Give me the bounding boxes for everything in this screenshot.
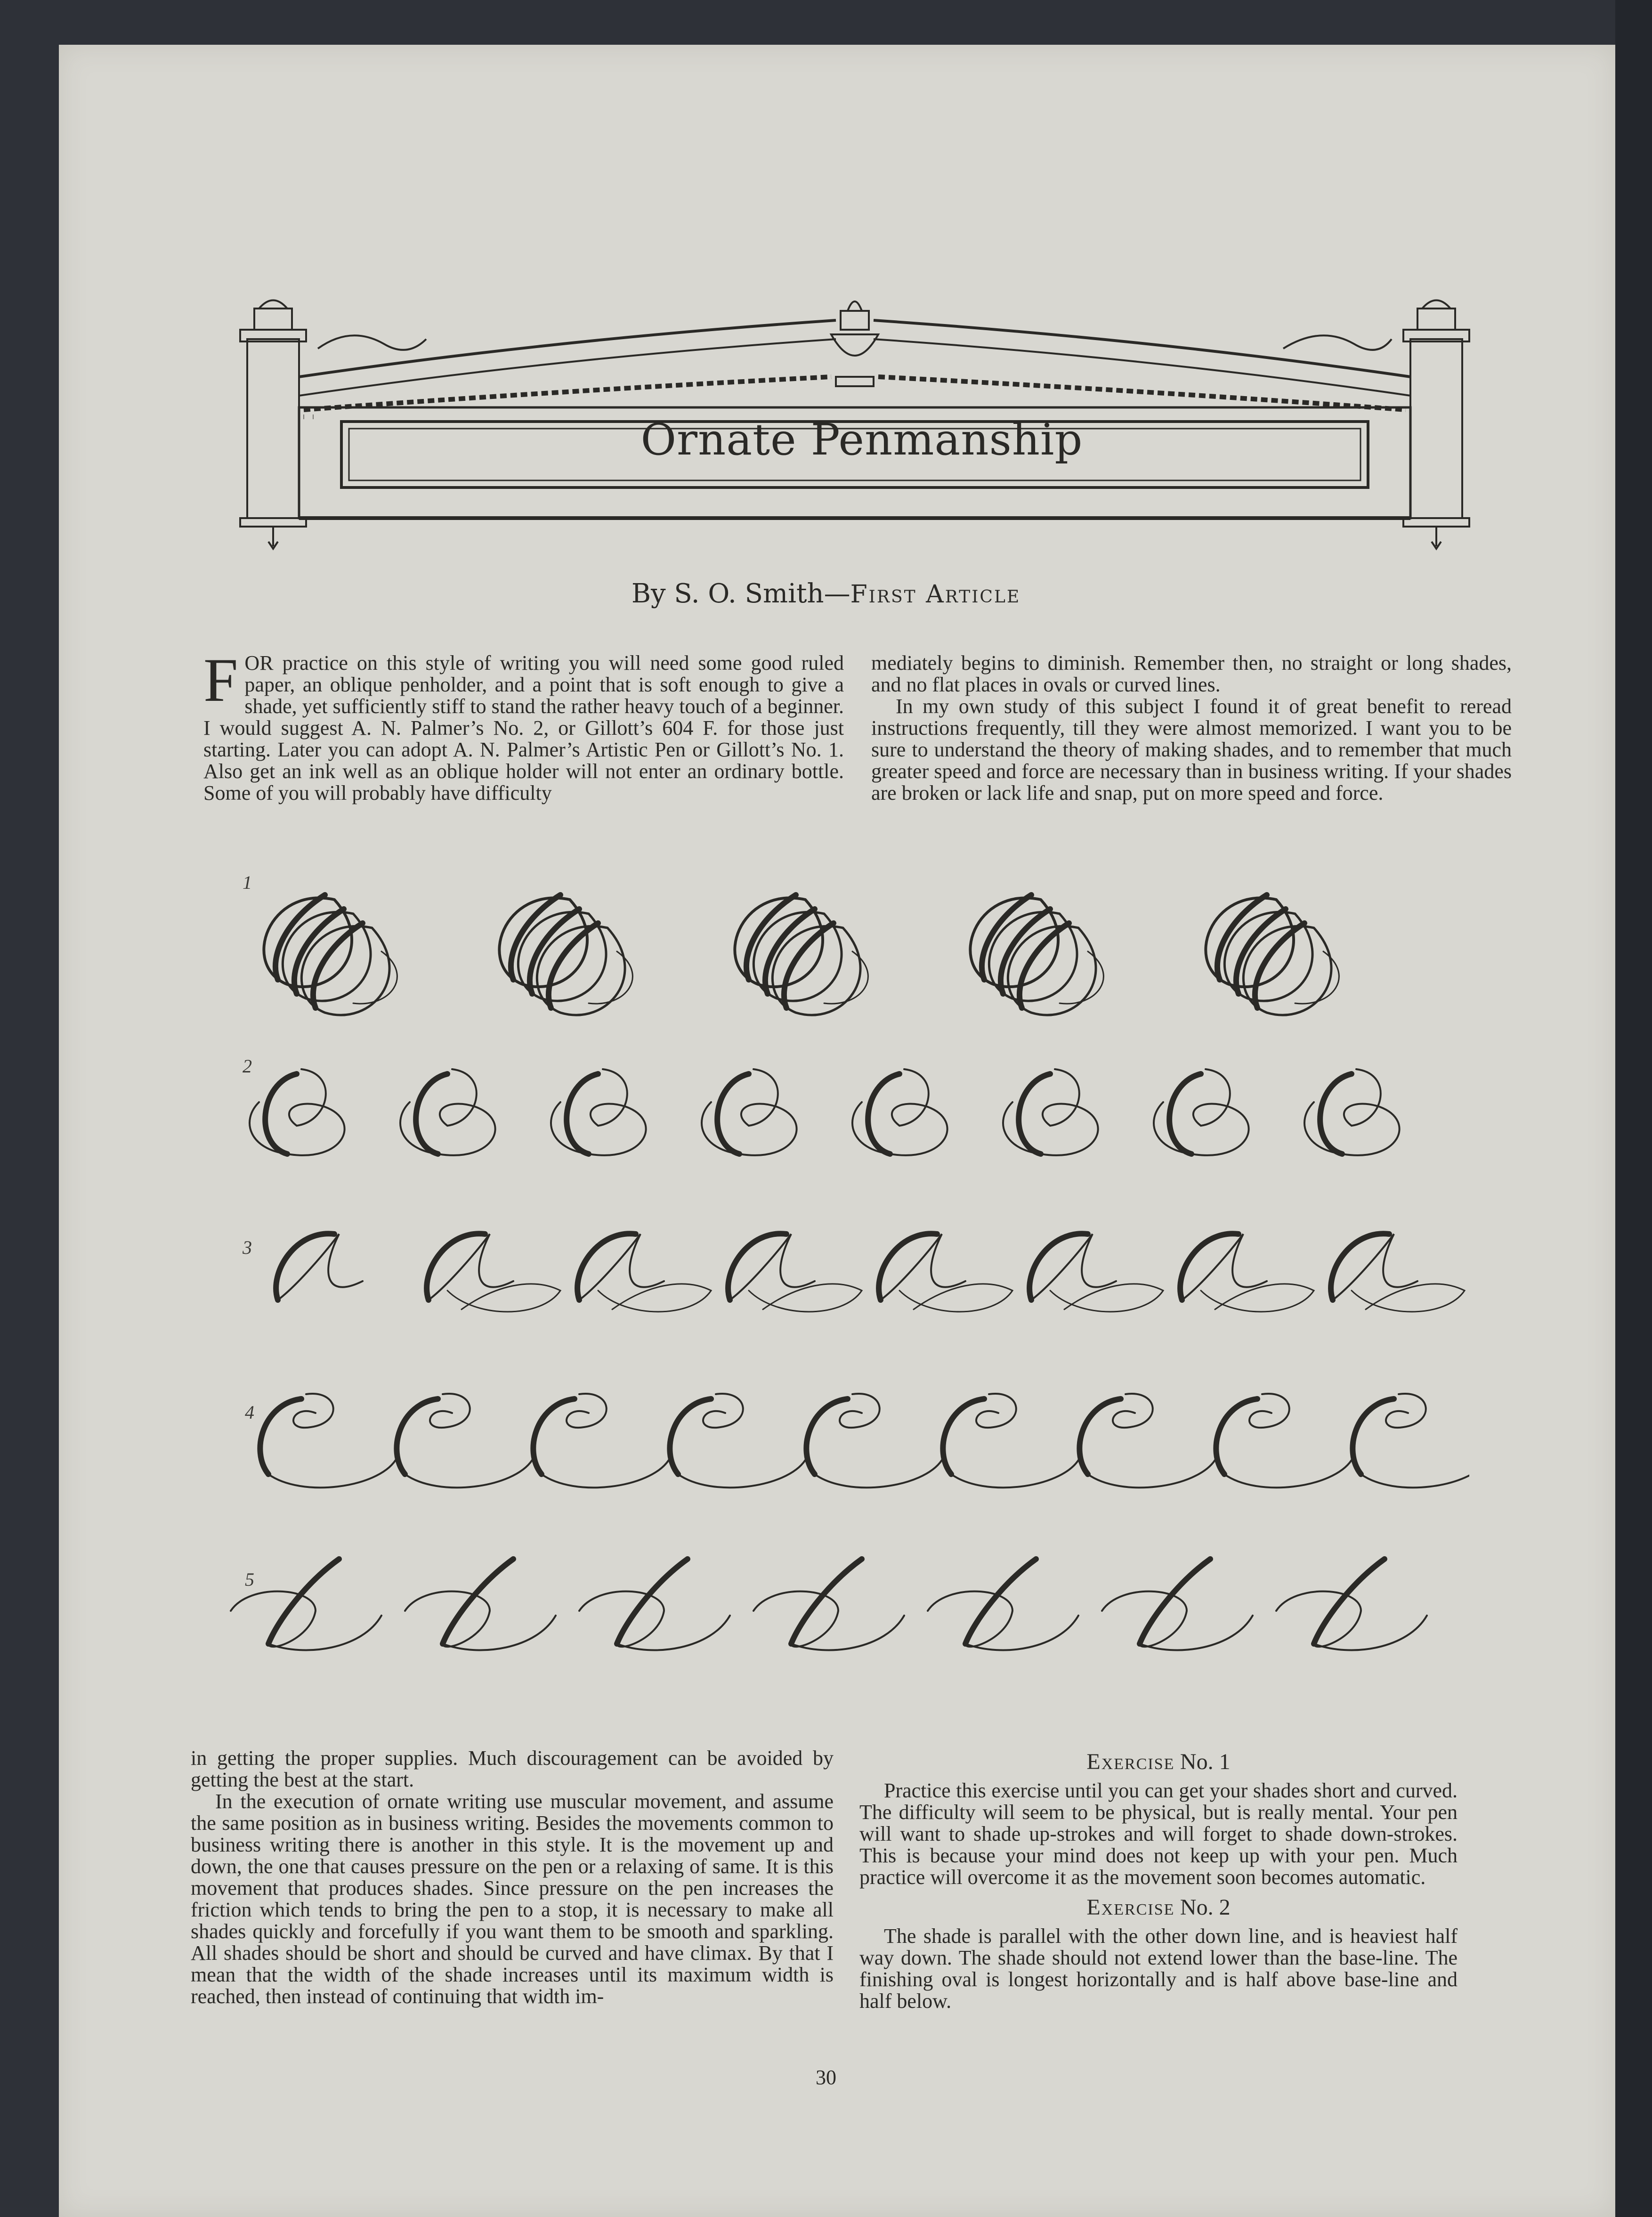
c-shade-stroke: [806, 1399, 848, 1474]
c-shade-stroke: [533, 1399, 575, 1474]
drop-cap: F: [203, 645, 238, 715]
exercise-1-heading: Exercise No. 1: [1086, 1749, 1231, 1774]
oval-finish-stroke: [353, 951, 397, 1004]
a-shade-stroke: [728, 1234, 786, 1300]
a-shade-stroke: [1029, 1234, 1088, 1300]
exercise-row-1-number: 1: [243, 872, 252, 893]
oval-shade-stroke: [549, 923, 598, 1008]
c-letter-stroke: [1224, 1394, 1352, 1487]
right-pillar: [1410, 339, 1462, 518]
body-right-column: [859, 1751, 1458, 2012]
a-letter-stroke: [1182, 1234, 1267, 1300]
oval-shade-stroke: [784, 923, 834, 1008]
o-shade-stroke: [416, 1074, 447, 1154]
o-shade-stroke: [1169, 1074, 1201, 1154]
page-number: 30: [816, 2066, 836, 2089]
a-letter-stroke: [881, 1234, 965, 1300]
a-shade-stroke: [1331, 1234, 1389, 1300]
o-shade-stroke: [1019, 1074, 1050, 1154]
stem-loop-stroke: [579, 1592, 730, 1650]
a-shade-stroke: [276, 1234, 334, 1300]
exercise-row-2-number: 2: [243, 1056, 252, 1077]
intro-left-text: OR practice on this style of writing you will need some good ruled paper, an oblique penholder, and a point that is soft enough to give a shade, yet sufficiently stiff to stand the rather heavy touch of a beginner. I would suggest A. N. Palmer’s No. 2, or Gillott’s 604 F. for those just starting. Later you can adopt A. N. Palmer’s Artistic Pen or Gillott’s No. 1. Also get an ink well as an oblique holder will not enter an ordinary bottle. Some of you will probably have difficulty: [203, 651, 844, 804]
oval-finish-stroke: [1295, 951, 1339, 1004]
o-shade-stroke: [868, 1074, 899, 1154]
a-loop-stroke: [1201, 1284, 1314, 1312]
c-letter-stroke: [1088, 1394, 1215, 1487]
ribbon-right: [1283, 335, 1392, 350]
a-letter-stroke: [1031, 1234, 1116, 1300]
o-shade-stroke: [567, 1074, 598, 1154]
a-letter-stroke: [730, 1234, 815, 1300]
a-shade-stroke: [577, 1234, 636, 1300]
o-shade-stroke: [1320, 1074, 1352, 1154]
a-letter-stroke: [429, 1234, 513, 1300]
exercise-row-3-number: 3: [243, 1237, 252, 1258]
a-letter-stroke: [579, 1234, 664, 1300]
a-shade-stroke: [1180, 1234, 1239, 1300]
a-loop-stroke: [447, 1284, 560, 1312]
penmanship-exercises: [226, 867, 1469, 1724]
stem-loop-stroke: [928, 1592, 1078, 1650]
oval-finish-stroke: [824, 951, 868, 1004]
body-left-p1: in getting the proper supplies. Much discouragement can be avoided by getting the best at the start.: [191, 1746, 834, 1791]
exercise-2-heading: Exercise No. 2: [1086, 1895, 1231, 1920]
c-letter-stroke: [1361, 1394, 1469, 1487]
a-letter-stroke: [278, 1234, 363, 1300]
exercise-1-text: Practice this exercise until you can get your shades short and curved. The difficulty will seem to be physical, but is really mental. Your pen will want to shade up-strokes and will forget to shade down-strokes. This is because your mind does not keep up with your pen. Much practice will overcome it as the movement soon becomes automatic.: [859, 1779, 1458, 1889]
a-loop-stroke: [1050, 1284, 1163, 1312]
c-shade-stroke: [943, 1399, 984, 1474]
book-spine-edge: [1615, 0, 1652, 2217]
a-letter-stroke: [1333, 1234, 1417, 1300]
a-loop-stroke: [749, 1284, 862, 1312]
oval-shade-stroke: [1255, 923, 1304, 1008]
c-letter-stroke: [268, 1394, 396, 1487]
a-loop-stroke: [899, 1284, 1012, 1312]
c-letter-stroke: [542, 1394, 669, 1487]
a-loop-stroke: [598, 1284, 711, 1312]
stem-loop-stroke: [231, 1592, 381, 1650]
oval-finish-stroke: [589, 951, 632, 1004]
stem-loop-stroke: [753, 1592, 904, 1650]
page-title: Ornate Penmanship: [640, 414, 1083, 465]
c-letter-stroke: [951, 1394, 1078, 1487]
c-shade-stroke: [1079, 1399, 1121, 1474]
flower-garland: [304, 377, 1406, 410]
o-shade-stroke: [265, 1074, 297, 1154]
oval-finish-stroke: [1060, 951, 1103, 1004]
intro-right-p1: mediately begins to diminish. Remember then, no straight or long shades, and no flat places in ovals or curved lines.: [871, 651, 1512, 696]
body-left-column: [191, 1747, 834, 2007]
urn-ornament: [831, 334, 878, 356]
intro-right-p2: In my own study of this subject I found it of great benefit to reread instructions frequently, till they were almost memorized. I want you to be sure to understand the theory of making shades, and to remember that much greater speed and force are necessary than in business writing. If your shades are broken or lack life and snap, put on more speed and force.: [871, 695, 1512, 804]
oval-shade-stroke: [1020, 923, 1069, 1008]
a-loop-stroke: [1352, 1284, 1465, 1312]
article-label: First Article: [850, 580, 1021, 609]
c-shade-stroke: [670, 1399, 711, 1474]
c-shade-stroke: [397, 1399, 438, 1474]
exercise-2-text: The shade is parallel with the other down line, and is heaviest half way down. The shade should not extend lower than the base-line. The finishing oval is longest horizontally and is half above base-line and half below.: [859, 1925, 1458, 2013]
c-shade-stroke: [1352, 1399, 1394, 1474]
stem-loop-stroke: [1276, 1592, 1427, 1650]
c-letter-stroke: [678, 1394, 805, 1487]
c-shade-stroke: [260, 1399, 301, 1474]
intro-right-column: [871, 652, 1512, 804]
exercise-row-4-number: 4: [245, 1402, 254, 1423]
o-shade-stroke: [717, 1074, 749, 1154]
c-shade-stroke: [1216, 1399, 1257, 1474]
stem-loop-stroke: [405, 1592, 556, 1650]
ribbon-left: [318, 335, 426, 350]
oval-shade-stroke: [313, 923, 363, 1008]
author: By S. O. Smith: [631, 578, 824, 609]
a-shade-stroke: [427, 1234, 485, 1300]
left-pillar: [247, 339, 299, 518]
stem-loop-stroke: [1102, 1592, 1253, 1650]
byline: By S. O. Smith—First Article: [631, 578, 1021, 609]
body-left-p2: In the execution of ornate writing use muscular movement, and assume the same position as in business writing. Besides the movements common to business writing there is another in this style. It is the movement up and down, the one that causes pressure on the pen or a relaxing of same. It is this movement that produces shades. Since pressure on the pen increases the friction which tends to bring the pen to a stop, it is necessary to make all shades quickly and forcefully if you want them to be smooth and sparkling. All shades should be short and should be curved and have climax. By that I mean that the width of the shade increases until its maximum width is reached, then instead of continuing that width im-: [191, 1790, 834, 2008]
c-letter-stroke: [815, 1394, 942, 1487]
c-letter-stroke: [405, 1394, 532, 1487]
a-shade-stroke: [879, 1234, 937, 1300]
exercise-row-5-number: 5: [245, 1569, 254, 1590]
intro-left-column: [203, 645, 844, 804]
